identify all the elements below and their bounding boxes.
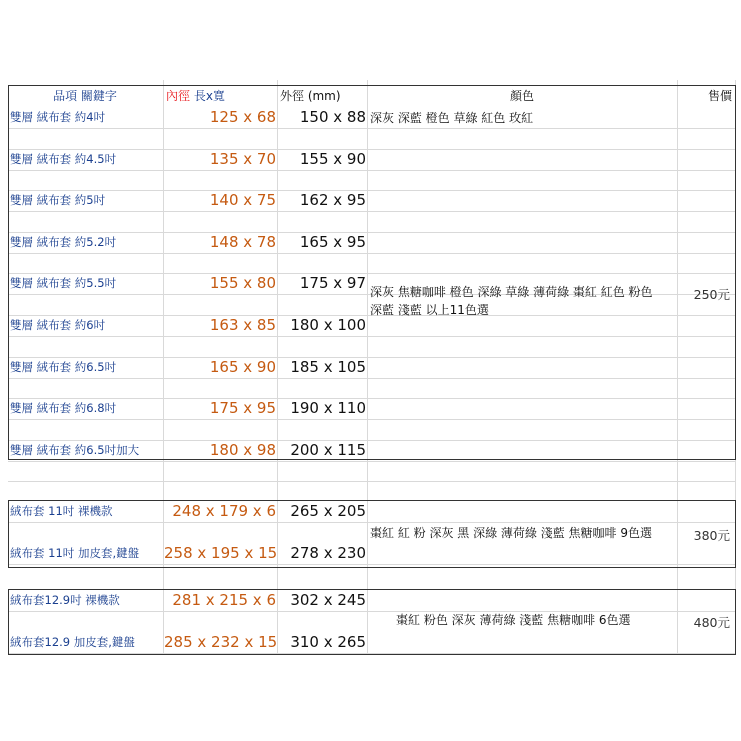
price-380: 380元 <box>693 528 730 543</box>
row-inner: 163 x 85 <box>209 316 276 334</box>
price-480: 480元 <box>693 615 730 630</box>
row-divider <box>8 481 736 482</box>
row-item: 雙層 絨布套 約5.5吋 <box>10 276 117 291</box>
row-outer: 165 x 95 <box>299 232 366 251</box>
row-inner: 140 x 75 <box>209 191 276 210</box>
group-3-border <box>8 589 736 655</box>
row-item: 絨布套12.9 加皮套,鍵盤 <box>10 635 135 649</box>
color-options-11: 棗紅 紅 粉 深灰 黑 深綠 薄荷綠 淺藍 焦糖咖啡 9色選 <box>370 526 652 540</box>
row-item: 雙層 絨布套 約5.2吋 <box>10 234 117 249</box>
color-options-12-9: 棗紅 粉色 深灰 薄荷綠 淺藍 焦糖咖啡 6色選 <box>396 613 631 627</box>
row-outer: 150 x 88 <box>299 108 366 126</box>
row-inner: 135 x 70 <box>209 149 276 168</box>
row-item: 雙層 絨布套 約6吋 <box>10 318 106 332</box>
color-options-line1: 深灰 焦糖咖啡 橙色 深綠 草綠 薄荷綠 棗紅 紅色 粉色 <box>370 285 653 299</box>
row-inner: 165 x 90 <box>209 357 276 376</box>
row-outer: 190 x 110 <box>290 399 366 418</box>
color-options-line2: 深藍 淺藍 以上11色選 <box>370 303 489 317</box>
row-outer: 162 x 95 <box>299 191 366 210</box>
row-item: 絨布套12.9吋 裸機款 <box>10 593 120 607</box>
row-item: 雙層 絨布套 約6.5吋加大 <box>10 442 140 457</box>
row-outer: 302 x 245 <box>290 591 366 609</box>
row-item: 雙層 絨布套 約6.8吋 <box>10 401 117 416</box>
row-outer: 310 x 265 <box>290 633 366 651</box>
row-inner: 285 x 232 x 15 <box>164 633 278 651</box>
color-options-first: 深灰 深藍 橙色 草綠 紅色 玫紅 <box>370 111 534 125</box>
row-outer: 278 x 230 <box>290 544 366 562</box>
row-outer: 155 x 90 <box>299 149 366 168</box>
row-outer: 265 x 205 <box>290 502 366 520</box>
row-inner: 175 x 95 <box>209 399 276 418</box>
group-2-border <box>8 500 736 568</box>
row-item: 絨布套 11吋 裸機款 <box>10 504 113 518</box>
header-item: 品項 關鍵字 <box>53 89 117 103</box>
row-inner: 281 x 215 x 6 <box>172 591 276 609</box>
group-1-border <box>8 85 736 460</box>
row-inner: 180 x 98 <box>209 440 276 459</box>
row-divider <box>8 461 736 462</box>
row-item: 雙層 絨布套 約6.5吋 <box>10 359 117 374</box>
row-inner: 155 x 80 <box>209 274 276 293</box>
row-item: 雙層 絨布套 約4吋 <box>10 110 106 124</box>
row-inner: 148 x 78 <box>209 232 276 251</box>
price-250: 250元 <box>693 287 730 302</box>
header-outer: 外徑 (mm) <box>280 89 341 103</box>
row-inner: 248 x 179 x 6 <box>172 502 276 520</box>
row-item: 雙層 絨布套 約4.5吋 <box>10 151 117 166</box>
row-inner: 258 x 195 x 15 <box>164 544 278 562</box>
header-color: 顏色 <box>509 89 534 103</box>
row-inner: 125 x 68 <box>209 108 276 126</box>
row-item: 絨布套 11吋 加皮套,鍵盤 <box>10 546 140 560</box>
header-price: 售價 <box>707 89 732 103</box>
row-outer: 185 x 105 <box>290 357 366 376</box>
header-inner-unit: 長x寬 <box>190 89 225 103</box>
row-outer: 200 x 115 <box>290 440 366 459</box>
header-inner-label: 內徑 <box>166 89 191 103</box>
row-outer: 180 x 100 <box>290 316 366 334</box>
row-item: 雙層 絨布套 約5吋 <box>10 193 106 208</box>
row-outer: 175 x 97 <box>299 274 366 293</box>
